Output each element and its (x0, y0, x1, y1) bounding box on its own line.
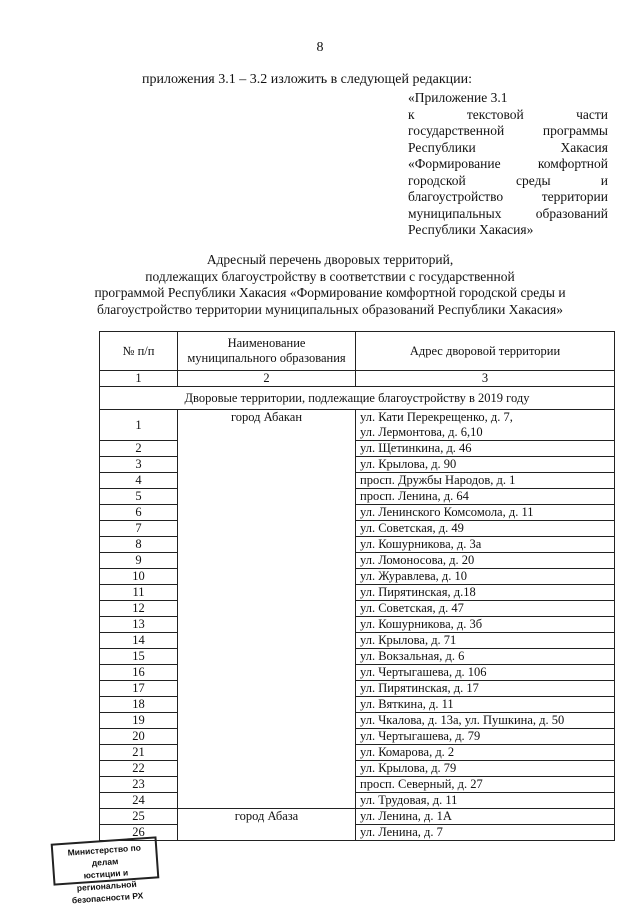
table-row (100, 521, 615, 537)
ministry-stamp (51, 836, 160, 906)
table-row (100, 537, 615, 553)
table-row (100, 473, 615, 489)
row-number: 18 (100, 697, 178, 713)
address-cell: ул. Крылова, д. 90 (356, 457, 615, 473)
table-row (100, 809, 615, 825)
address-cell: ул. Крылова, д. 79 (356, 761, 615, 777)
column-number: 3 (356, 371, 615, 387)
appendix-line: Республики Хакасия» (408, 222, 534, 237)
row-number: 24 (100, 793, 178, 809)
row-number: 25 (100, 809, 178, 825)
row-number: 12 (100, 601, 178, 617)
address-line: ул. Кати Перекрещенко, д. 7, (360, 410, 513, 424)
row-number: 8 (100, 537, 178, 553)
municipality-cell: город Абаза (178, 809, 356, 841)
row-number: 14 (100, 633, 178, 649)
row-number: 11 (100, 585, 178, 601)
header-municipality: Наименование муниципального образования (178, 332, 356, 371)
table-row (100, 457, 615, 473)
table-row (100, 649, 615, 665)
row-number: 5 (100, 489, 178, 505)
address-cell: ул. Советская, д. 49 (356, 521, 615, 537)
title-line: программой Республики Хакасия «Формирование комфортной городской среды и (94, 285, 566, 300)
appendix-line: к текстовой части (408, 106, 608, 122)
appendix-header (408, 90, 608, 239)
title-line: благоустройство территории муниципальных образований Республики Хакасия» (97, 301, 563, 317)
address-cell: ул. Ленина, д. 1А (356, 809, 615, 825)
table-row (100, 681, 615, 697)
header-address: Адрес дворовой территории (356, 332, 615, 371)
address-cell: ул. Пирятинская, д.18 (356, 585, 615, 601)
address-cell: ул. Чкалова, д. 13а, ул. Пушкина, д. 50 (356, 713, 615, 729)
address-cell (356, 410, 615, 441)
row-number: 7 (100, 521, 178, 537)
table-row (100, 825, 615, 841)
row-number: 20 (100, 729, 178, 745)
table-row (100, 665, 615, 681)
row-number: 23 (100, 777, 178, 793)
stamp-line: безопасности РХ (71, 890, 144, 906)
address-table (99, 331, 615, 841)
section-title: Дворовые территории, подлежащие благоустройству в 2019 году (100, 387, 615, 410)
row-number: 19 (100, 713, 178, 729)
row-number: 9 (100, 553, 178, 569)
table-row (100, 793, 615, 809)
address-cell: просп. Дружбы Народов, д. 1 (356, 473, 615, 489)
row-number: 10 (100, 569, 178, 585)
address-cell: ул. Вяткина, д. 11 (356, 697, 615, 713)
table-row (100, 441, 615, 457)
table-row (100, 777, 615, 793)
intro-text: приложения 3.1 – 3.2 изложить в следующей редакции: (142, 72, 473, 87)
address-cell: ул. Комарова, д. 2 (356, 745, 615, 761)
address-cell: ул. Трудовая, д. 11 (356, 793, 615, 809)
table-row (100, 745, 615, 761)
table-row (100, 633, 615, 649)
row-number: 21 (100, 745, 178, 761)
table-row (100, 761, 615, 777)
address-cell: ул. Ленинского Комсомола, д. 11 (356, 505, 615, 521)
appendix-line: Республики Хакасия (408, 139, 608, 155)
table-row (100, 729, 615, 745)
row-number: 4 (100, 473, 178, 489)
address-cell: ул. Пирятинская, д. 17 (356, 681, 615, 697)
table-row (100, 505, 615, 521)
row-number: 13 (100, 617, 178, 633)
table-row (100, 553, 615, 569)
address-cell: ул. Журавлева, д. 10 (356, 569, 615, 585)
address-cell: ул. Чертыгашева, д. 79 (356, 729, 615, 745)
address-cell: просп. Северный, д. 27 (356, 777, 615, 793)
column-number: 1 (100, 371, 178, 387)
address-cell: ул. Ленина, д. 7 (356, 825, 615, 841)
table-row (100, 410, 615, 441)
row-number: 26 (100, 825, 178, 841)
table-row (100, 585, 615, 601)
address-cell: ул. Ломоносова, д. 20 (356, 553, 615, 569)
appendix-line: муниципальных образований (408, 205, 608, 221)
row-number: 16 (100, 665, 178, 681)
table-row (100, 601, 615, 617)
header-num: № п/п (100, 332, 178, 371)
appendix-line: городской среды и (408, 172, 608, 188)
column-numbers-row (100, 371, 615, 387)
appendix-line: благоустройство территории (408, 189, 608, 204)
row-number: 3 (100, 457, 178, 473)
address-line: ул. Лермонтова, д. 6,10 (360, 425, 483, 439)
row-number: 15 (100, 649, 178, 665)
row-number: 6 (100, 505, 178, 521)
section-row (100, 387, 615, 410)
appendix-line: «Приложение 3.1 (408, 90, 508, 105)
stamp-line: юстиции и региональной (76, 867, 137, 894)
table-row (100, 617, 615, 633)
address-cell: просп. Ленина, д. 64 (356, 489, 615, 505)
appendix-line: государственной программы (408, 123, 608, 138)
row-number: 17 (100, 681, 178, 697)
address-cell: ул. Кошурникова, д. 3а (356, 537, 615, 553)
column-number: 2 (178, 371, 356, 387)
appendix-line: «Формирование комфортной (408, 156, 608, 171)
address-cell: ул. Вокзальная, д. 6 (356, 649, 615, 665)
table-row (100, 489, 615, 505)
title-line: Адресный перечень дворовых территорий, (206, 252, 454, 267)
stamp-line: Министерство по делам (67, 842, 142, 868)
address-cell: ул. Советская, д. 47 (356, 601, 615, 617)
address-cell: ул. Щетинкина, д. 46 (356, 441, 615, 457)
document-title (60, 252, 600, 318)
address-cell: ул. Крылова, д. 71 (356, 633, 615, 649)
row-number: 22 (100, 761, 178, 777)
title-line: подлежащих благоустройству в соответствии с государственной (145, 268, 515, 284)
table-row (100, 697, 615, 713)
municipality-cell: город Абакан (178, 410, 356, 809)
row-number: 2 (100, 441, 178, 457)
row-number: 1 (100, 410, 178, 441)
table-row (100, 569, 615, 585)
address-cell: ул. Чертыгашева, д. 106 (356, 665, 615, 681)
table-header-row (100, 332, 615, 371)
page-number: 8 (316, 40, 324, 55)
table-row (100, 713, 615, 729)
address-cell: ул. Кошурникова, д. 3б (356, 617, 615, 633)
